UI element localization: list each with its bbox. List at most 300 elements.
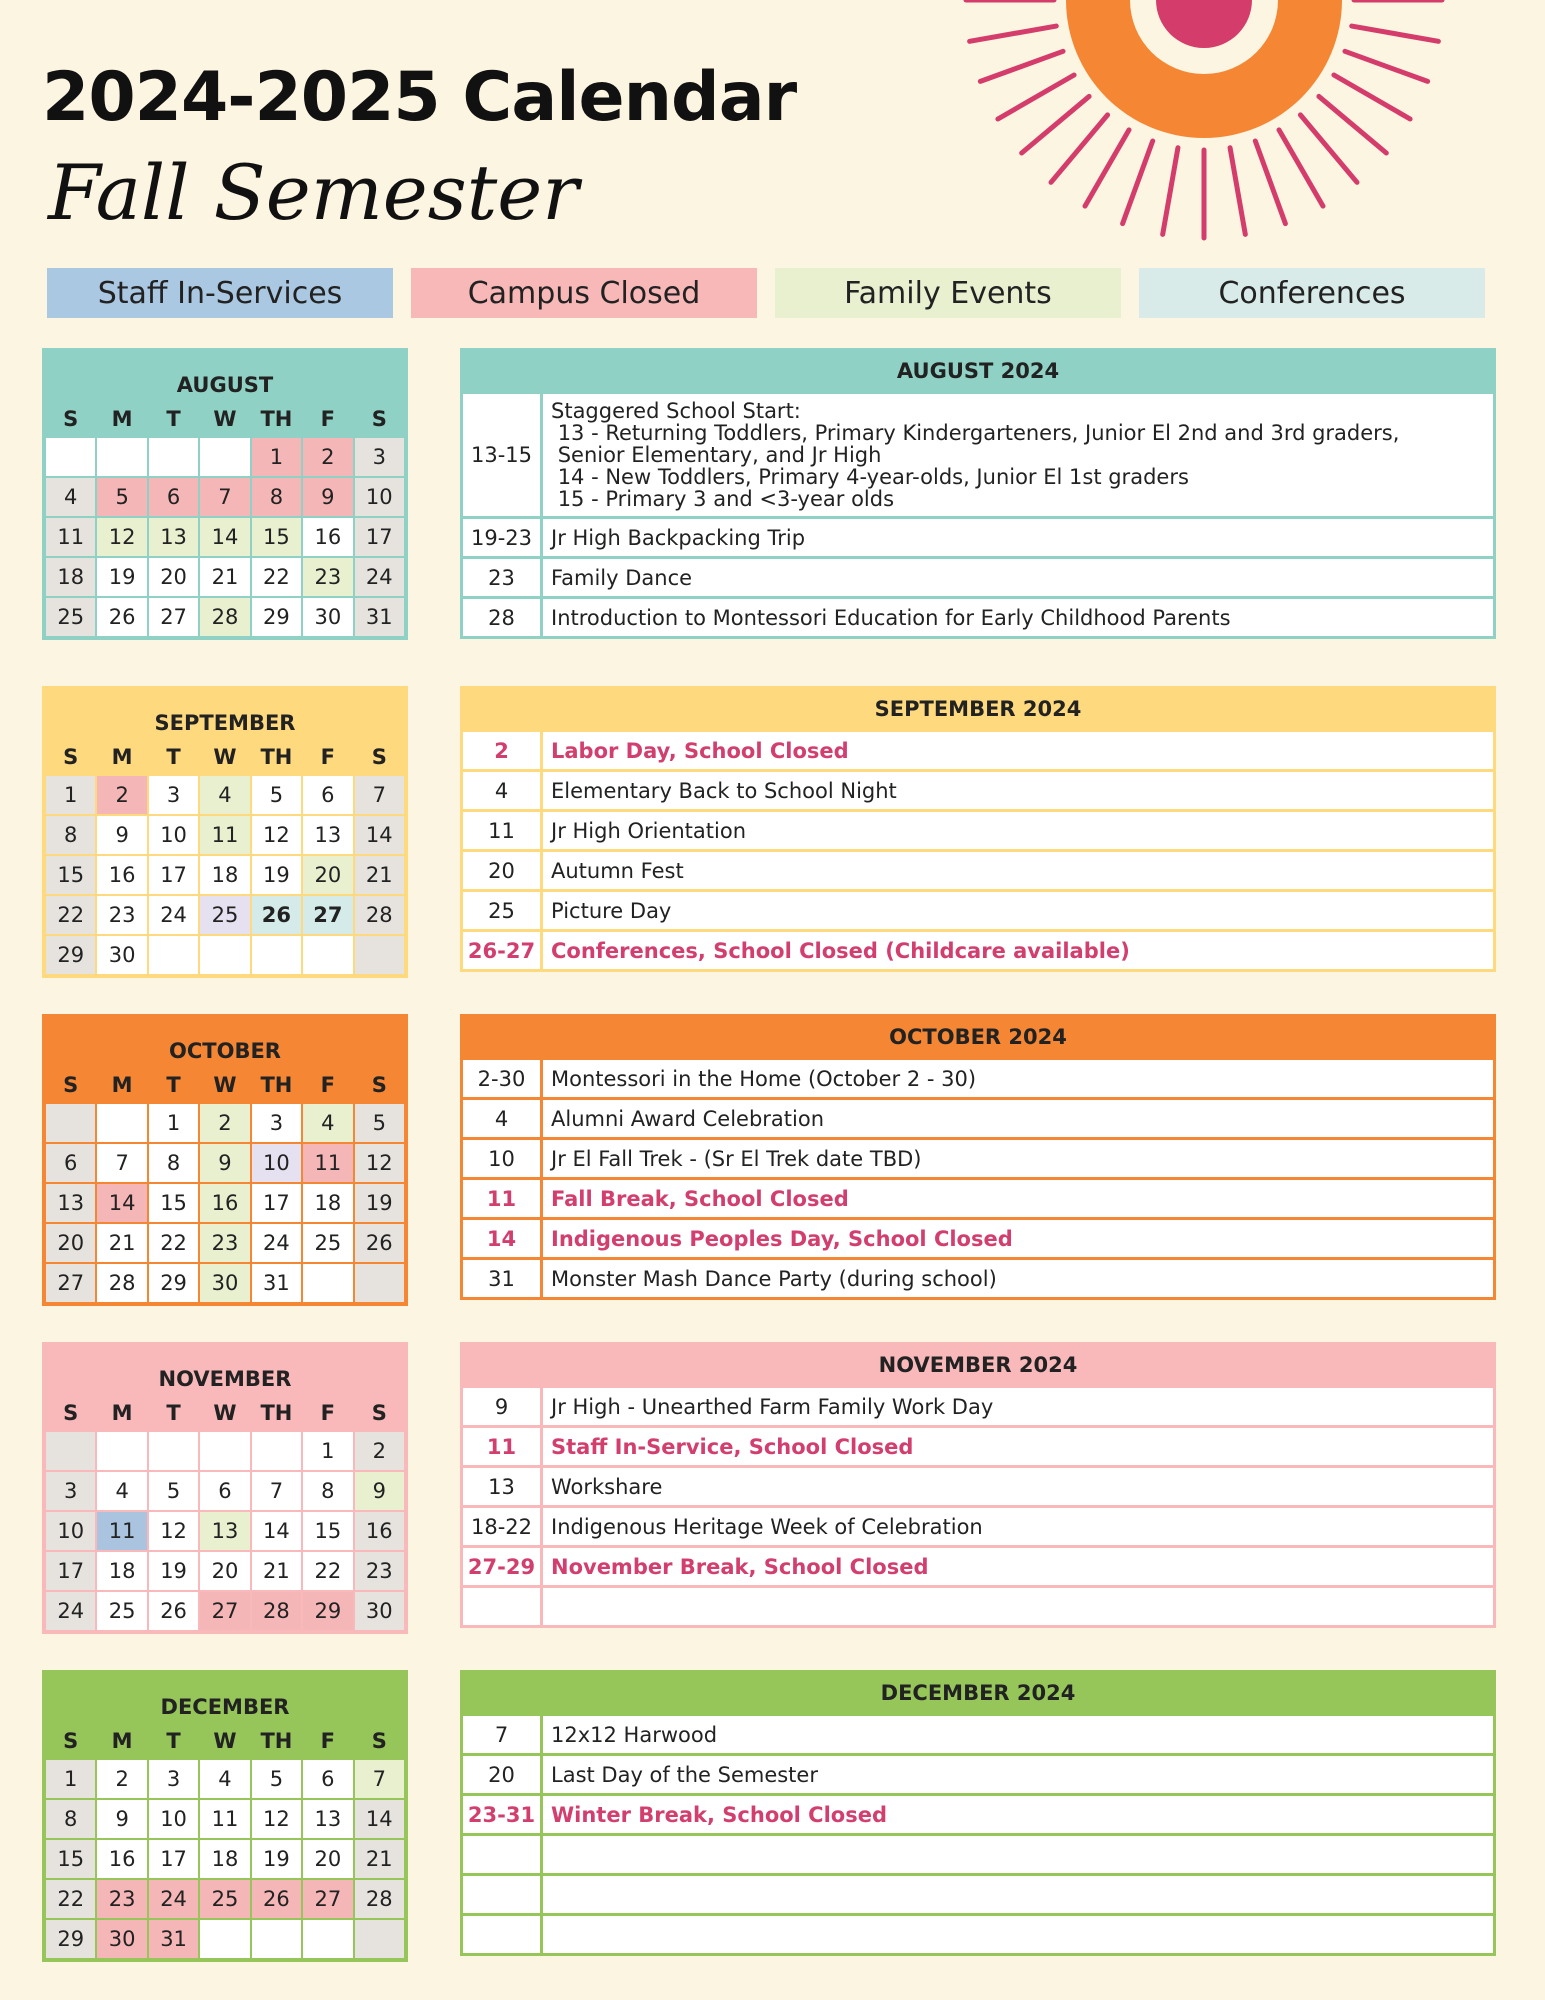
- calendar-day: 8: [302, 1471, 353, 1511]
- event-description: Staff In-Service, School Closed: [551, 1434, 914, 1459]
- event-date: 13-15: [463, 394, 543, 516]
- calendar-day: 15: [302, 1511, 353, 1551]
- calendar-day: 25: [302, 1223, 353, 1263]
- event-date: 11: [463, 1180, 543, 1217]
- event-row: [463, 1385, 1493, 1425]
- event-description: Jr High Backpacking Trip: [551, 525, 806, 550]
- event-description: Labor Day, School Closed: [551, 738, 849, 763]
- event-row: [463, 729, 1493, 769]
- calendar-day: [302, 935, 353, 975]
- calendar-day: 27: [148, 597, 199, 637]
- weekday-label: W: [213, 745, 237, 769]
- event-description: Fall Break, School Closed: [551, 1186, 849, 1211]
- event-description: Indigenous Peoples Day, School Closed: [551, 1226, 1013, 1251]
- event-description: 12x12 Harwood: [551, 1722, 718, 1747]
- mini-calendar-month-name: AUGUST: [176, 373, 274, 397]
- calendar-day: [354, 1263, 405, 1303]
- event-description: Jr High - Unearthed Farm Family Work Day: [551, 1394, 994, 1419]
- event-row: [463, 1545, 1493, 1585]
- weekday-label: T: [166, 407, 181, 431]
- event-row: [463, 1585, 1493, 1625]
- weekday-label: TH: [260, 1401, 293, 1425]
- calendar-day: 13: [45, 1183, 96, 1223]
- sun-ray: [1230, 148, 1245, 235]
- calendar-day: [148, 437, 199, 477]
- weekday-label: W: [213, 1073, 237, 1097]
- event-row: [463, 1465, 1493, 1505]
- sun-ray: [1163, 148, 1178, 235]
- event-description: Picture Day: [551, 898, 672, 923]
- calendar-day: 28: [354, 895, 405, 935]
- calendar-day: 11: [199, 1799, 250, 1839]
- event-description: Family Dance: [551, 565, 693, 590]
- events-table-september: [460, 686, 1496, 972]
- calendar-day: [302, 1263, 353, 1303]
- calendar-day: 6: [199, 1471, 250, 1511]
- weekday-label: TH: [260, 407, 293, 431]
- calendar-day: 11: [199, 815, 250, 855]
- mini-calendar-month-name: OCTOBER: [169, 1039, 281, 1063]
- calendar-day: 17: [251, 1183, 302, 1223]
- calendar-day: 29: [45, 1919, 96, 1959]
- calendar-day: 12: [148, 1511, 199, 1551]
- calendar-day: 24: [354, 557, 405, 597]
- event-date: 19-23: [463, 519, 543, 556]
- calendar-day: 21: [199, 557, 250, 597]
- event-date: 23: [463, 559, 543, 596]
- event-date: 10: [463, 1140, 543, 1177]
- events-table-title: AUGUST 2024: [463, 351, 1493, 391]
- calendar-day: 14: [354, 815, 405, 855]
- calendar-day: 16: [96, 855, 147, 895]
- event-row: [463, 1793, 1493, 1833]
- mini-calendar-month-name: SEPTEMBER: [154, 711, 296, 735]
- calendar-day: 16: [199, 1183, 250, 1223]
- legend-staff-in-services: Staff In-Services: [47, 268, 393, 318]
- event-row: [463, 1177, 1493, 1217]
- calendar-day: 1: [251, 437, 302, 477]
- weekday-label: TH: [260, 1073, 293, 1097]
- event-date: 20: [463, 1756, 543, 1793]
- calendar-day: 23: [96, 1879, 147, 1919]
- event-date: [463, 1916, 543, 1953]
- calendar-day: 28: [96, 1263, 147, 1303]
- calendar-day: 15: [45, 855, 96, 895]
- calendar-day: 15: [251, 517, 302, 557]
- event-description: Montessori in the Home (October 2 - 30): [551, 1066, 977, 1091]
- calendar-day: [199, 437, 250, 477]
- weekday-label: S: [371, 1729, 387, 1753]
- event-row: [463, 1425, 1493, 1465]
- calendar-day: 29: [251, 597, 302, 637]
- calendar-day: 27: [45, 1263, 96, 1303]
- weekday-label: S: [63, 745, 79, 769]
- calendar-day: 30: [354, 1591, 405, 1631]
- mini-calendar-august: [42, 348, 408, 640]
- event-date: 28: [463, 599, 543, 636]
- events-table-title: SEPTEMBER 2024: [463, 689, 1493, 729]
- event-row: [463, 849, 1493, 889]
- events-table-december: [460, 1670, 1496, 1956]
- sun-ray: [1051, 115, 1108, 182]
- calendar-day: 27: [302, 1879, 353, 1919]
- sun-ray: [1334, 75, 1410, 119]
- calendar-day: 13: [199, 1511, 250, 1551]
- events-table-title: OCTOBER 2024: [463, 1017, 1493, 1057]
- sun-ray: [1255, 141, 1285, 224]
- event-row: [463, 929, 1493, 969]
- calendar-day: 14: [251, 1511, 302, 1551]
- calendar-day: 11: [302, 1143, 353, 1183]
- calendar-day: 9: [96, 1799, 147, 1839]
- calendar-day: 21: [354, 855, 405, 895]
- calendar-day: 16: [96, 1839, 147, 1879]
- event-description: Alumni Award Celebration: [551, 1106, 825, 1131]
- event-row: [463, 391, 1493, 516]
- weekday-label: M: [111, 745, 133, 769]
- weekday-label: M: [111, 1073, 133, 1097]
- legend-conferences: Conferences: [1139, 268, 1485, 318]
- calendar-day: 18: [199, 1839, 250, 1879]
- calendar-day: 5: [251, 1759, 302, 1799]
- event-description: Monster Mash Dance Party (during school): [551, 1266, 997, 1291]
- calendar-day: 27: [302, 895, 353, 935]
- calendar-day: [96, 437, 147, 477]
- calendar-day: 22: [251, 557, 302, 597]
- mini-calendar-october: [42, 1014, 408, 1306]
- event-row: [463, 1833, 1493, 1873]
- calendar-day: 24: [148, 1879, 199, 1919]
- event-description: November Break, School Closed: [551, 1554, 929, 1579]
- calendar-day: 20: [302, 855, 353, 895]
- event-row: [463, 1913, 1493, 1953]
- calendar-day: 28: [354, 1879, 405, 1919]
- weekday-label: S: [63, 1729, 79, 1753]
- weekday-label: F: [320, 1401, 336, 1425]
- calendar-day: 28: [199, 597, 250, 637]
- calendar-day: 10: [45, 1511, 96, 1551]
- event-date: 20: [463, 852, 543, 889]
- weekday-label: TH: [260, 1729, 293, 1753]
- event-date: 14: [463, 1220, 543, 1257]
- calendar-day: 10: [251, 1143, 302, 1183]
- weekday-label: T: [166, 1401, 181, 1425]
- event-date: 2-30: [463, 1060, 543, 1097]
- calendar-day: 7: [199, 477, 250, 517]
- calendar-day: 8: [148, 1143, 199, 1183]
- page-title: 2024-2025 Calendar: [42, 58, 797, 137]
- calendar-day: 7: [354, 775, 405, 815]
- events-table-november: [460, 1342, 1496, 1628]
- calendar-day: 16: [354, 1511, 405, 1551]
- weekday-label: M: [111, 407, 133, 431]
- calendar-day: 17: [354, 517, 405, 557]
- event-date: 9: [463, 1388, 543, 1425]
- calendar-day: 10: [148, 815, 199, 855]
- calendar-day: 18: [96, 1551, 147, 1591]
- calendar-day: 23: [96, 895, 147, 935]
- calendar-day: 3: [45, 1471, 96, 1511]
- calendar-day: 14: [96, 1183, 147, 1223]
- calendar-day: 6: [302, 1759, 353, 1799]
- calendar-day: 25: [96, 1591, 147, 1631]
- calendar-day: 8: [45, 815, 96, 855]
- sun-ray: [1085, 130, 1129, 206]
- calendar-day: 4: [96, 1471, 147, 1511]
- weekday-label: S: [371, 1073, 387, 1097]
- calendar-day: 21: [96, 1223, 147, 1263]
- legend-campus-closed: Campus Closed: [411, 268, 757, 318]
- calendar-day: [96, 1103, 147, 1143]
- sun-ray: [1319, 96, 1386, 153]
- calendar-day: 1: [302, 1431, 353, 1471]
- weekday-label: S: [371, 1401, 387, 1425]
- mini-calendar-december: [42, 1670, 408, 1962]
- calendar-day: 24: [45, 1591, 96, 1631]
- events-table-october: [460, 1014, 1496, 1300]
- calendar-day: 9: [354, 1471, 405, 1511]
- calendar-day: 23: [354, 1551, 405, 1591]
- weekday-label: T: [166, 1073, 181, 1097]
- sun-ray: [970, 26, 1057, 41]
- calendar-day: 6: [45, 1143, 96, 1183]
- calendar-day: 5: [148, 1471, 199, 1511]
- calendar-day: 2: [96, 775, 147, 815]
- calendar-day: 14: [199, 517, 250, 557]
- weekday-label: S: [63, 1401, 79, 1425]
- calendar-day: 11: [96, 1511, 147, 1551]
- event-date: 31: [463, 1260, 543, 1297]
- event-description: Last Day of the Semester: [551, 1762, 818, 1787]
- calendar-day: 9: [96, 815, 147, 855]
- event-date: 26-27: [463, 932, 543, 969]
- weekday-label: W: [213, 1401, 237, 1425]
- calendar-day: 20: [148, 557, 199, 597]
- calendar-day: 12: [354, 1143, 405, 1183]
- calendar-day: 28: [251, 1591, 302, 1631]
- calendar-day: 25: [199, 895, 250, 935]
- page-subtitle: Fall Semester: [48, 148, 579, 237]
- weekday-label: T: [166, 1729, 181, 1753]
- calendar-day: 13: [148, 517, 199, 557]
- event-description: Conferences, School Closed (Childcare available): [551, 938, 1130, 963]
- event-date: [463, 1876, 543, 1913]
- calendar-day: 23: [302, 557, 353, 597]
- event-date: 11: [463, 1428, 543, 1465]
- calendar-day: [45, 1103, 96, 1143]
- weekday-label: F: [320, 1729, 336, 1753]
- calendar-day: [251, 1431, 302, 1471]
- events-table-title: NOVEMBER 2024: [463, 1345, 1493, 1385]
- calendar-day: 25: [45, 597, 96, 637]
- calendar-day: 31: [354, 597, 405, 637]
- event-row: [463, 1873, 1493, 1913]
- sun-icon: [940, 0, 1460, 250]
- calendar-day: [199, 1431, 250, 1471]
- weekday-label: M: [111, 1729, 133, 1753]
- calendar-day: 4: [45, 477, 96, 517]
- calendar-day: 27: [199, 1591, 250, 1631]
- sun-ray: [1123, 141, 1153, 224]
- calendar-day: 7: [354, 1759, 405, 1799]
- event-description: Introduction to Montessori Education for Early Childhood Parents: [551, 605, 1231, 630]
- event-row: [463, 889, 1493, 929]
- event-row: [463, 1097, 1493, 1137]
- calendar-day: 12: [96, 517, 147, 557]
- calendar-day: 18: [199, 855, 250, 895]
- calendar-day: 19: [251, 1839, 302, 1879]
- calendar-day: 30: [96, 935, 147, 975]
- calendar-day: 7: [251, 1471, 302, 1511]
- weekday-label: S: [63, 1073, 79, 1097]
- event-description: Indigenous Heritage Week of Celebration: [551, 1514, 983, 1539]
- calendar-day: 30: [199, 1263, 250, 1303]
- calendar-day: [251, 935, 302, 975]
- events-table-august: [460, 348, 1496, 639]
- calendar-day: 3: [354, 437, 405, 477]
- calendar-day: 12: [251, 815, 302, 855]
- calendar-day: [148, 935, 199, 975]
- calendar-day: 6: [302, 775, 353, 815]
- event-description: [543, 1916, 1493, 1953]
- calendar-day: 26: [251, 1879, 302, 1919]
- calendar-day: [148, 1431, 199, 1471]
- calendar-day: 22: [45, 1879, 96, 1919]
- event-date: 11: [463, 812, 543, 849]
- sun-ray: [998, 75, 1074, 119]
- calendar-day: 21: [354, 1839, 405, 1879]
- weekday-label: S: [371, 745, 387, 769]
- calendar-day: 2: [354, 1431, 405, 1471]
- event-date: 13: [463, 1468, 543, 1505]
- calendar-day: 9: [302, 477, 353, 517]
- calendar-day: 2: [96, 1759, 147, 1799]
- mini-calendar-september: [42, 686, 408, 978]
- calendar-day: 1: [45, 775, 96, 815]
- weekday-header: [45, 401, 405, 437]
- event-row: [463, 556, 1493, 596]
- calendar-day: [354, 935, 405, 975]
- calendar-day: [354, 1919, 405, 1959]
- calendar-day: [302, 1919, 353, 1959]
- calendar-day: [199, 935, 250, 975]
- calendar-day: 19: [354, 1183, 405, 1223]
- calendar-day: 19: [148, 1551, 199, 1591]
- calendar-day: 29: [45, 935, 96, 975]
- sun-ray: [980, 51, 1063, 81]
- sun-ray: [1279, 130, 1323, 206]
- sun-ray: [1022, 96, 1089, 153]
- calendar-day: 31: [251, 1263, 302, 1303]
- calendar-day: 22: [45, 895, 96, 935]
- weekday-label: W: [213, 407, 237, 431]
- calendar-day: [251, 1919, 302, 1959]
- calendar-day: 8: [45, 1799, 96, 1839]
- weekday-header: [45, 739, 405, 775]
- calendar-day: 26: [96, 597, 147, 637]
- calendar-day: [199, 1919, 250, 1959]
- calendar-day: 8: [251, 477, 302, 517]
- legend-family-events: Family Events: [775, 268, 1121, 318]
- event-description: [543, 1876, 1493, 1913]
- calendar-day: 11: [45, 517, 96, 557]
- event-row: [463, 1217, 1493, 1257]
- event-description: Staggered School Start: 13 - Returning Toddlers, Primary Kindergarteners, Junior El 2nd and 3rd graders, Senior Elementary, and Jr High 14 - New Toddlers, Primary 4-year-olds, Junior El 1st graders 15 - Primary 3 and <3-year olds: [551, 399, 1400, 511]
- calendar-day: 13: [302, 1799, 353, 1839]
- mini-calendar-month-name: DECEMBER: [160, 1695, 290, 1719]
- event-row: [463, 516, 1493, 556]
- calendar-day: 20: [302, 1839, 353, 1879]
- calendar-day: 26: [251, 895, 302, 935]
- weekday-header: [45, 1723, 405, 1759]
- calendar-day: 12: [251, 1799, 302, 1839]
- calendar-day: 24: [251, 1223, 302, 1263]
- calendar-day: 20: [45, 1223, 96, 1263]
- calendar-day: 1: [148, 1103, 199, 1143]
- sun-ray: [1345, 51, 1428, 81]
- weekday-label: T: [166, 745, 181, 769]
- calendar-day: 2: [302, 437, 353, 477]
- calendar-day: 23: [199, 1223, 250, 1263]
- sun-ray: [1300, 115, 1357, 182]
- calendar-day: 4: [199, 1759, 250, 1799]
- calendar-day: 15: [148, 1183, 199, 1223]
- event-row: [463, 1257, 1493, 1297]
- calendar-day: 29: [148, 1263, 199, 1303]
- calendar-day: 17: [45, 1551, 96, 1591]
- event-date: [463, 1836, 543, 1873]
- calendar-day: 17: [148, 1839, 199, 1879]
- mini-calendar-november: [42, 1342, 408, 1634]
- calendar-day: 30: [96, 1919, 147, 1959]
- weekday-label: M: [111, 1401, 133, 1425]
- calendar-day: 5: [354, 1103, 405, 1143]
- calendar-day: 10: [148, 1799, 199, 1839]
- calendar-day: 18: [45, 557, 96, 597]
- calendar-day: 3: [251, 1103, 302, 1143]
- calendar-day: 20: [199, 1551, 250, 1591]
- calendar-day: 3: [148, 775, 199, 815]
- event-date: 7: [463, 1716, 543, 1753]
- calendar-day: 22: [302, 1551, 353, 1591]
- legend: [47, 268, 1499, 318]
- calendar-day: 15: [45, 1839, 96, 1879]
- calendar-day: 29: [302, 1591, 353, 1631]
- event-date: 4: [463, 1100, 543, 1137]
- event-description: Workshare: [551, 1474, 663, 1499]
- calendar-day: 4: [199, 775, 250, 815]
- calendar-day: 2: [199, 1103, 250, 1143]
- calendar-day: 6: [148, 477, 199, 517]
- weekday-label: F: [320, 745, 336, 769]
- weekday-header: [45, 1067, 405, 1103]
- weekday-label: W: [213, 1729, 237, 1753]
- calendar-day: 19: [96, 557, 147, 597]
- event-description: Jr High Orientation: [551, 818, 746, 843]
- event-date: 4: [463, 772, 543, 809]
- event-description: Winter Break, School Closed: [551, 1802, 887, 1827]
- event-date: 25: [463, 892, 543, 929]
- calendar-day: 19: [251, 855, 302, 895]
- event-row: [463, 1505, 1493, 1545]
- event-row: [463, 1137, 1493, 1177]
- calendar-day: [45, 1431, 96, 1471]
- calendar-day: 10: [354, 477, 405, 517]
- calendar-day: 7: [96, 1143, 147, 1183]
- calendar-day: 22: [148, 1223, 199, 1263]
- mini-calendar-month-name: NOVEMBER: [158, 1367, 292, 1391]
- event-description: Autumn Fest: [551, 858, 684, 883]
